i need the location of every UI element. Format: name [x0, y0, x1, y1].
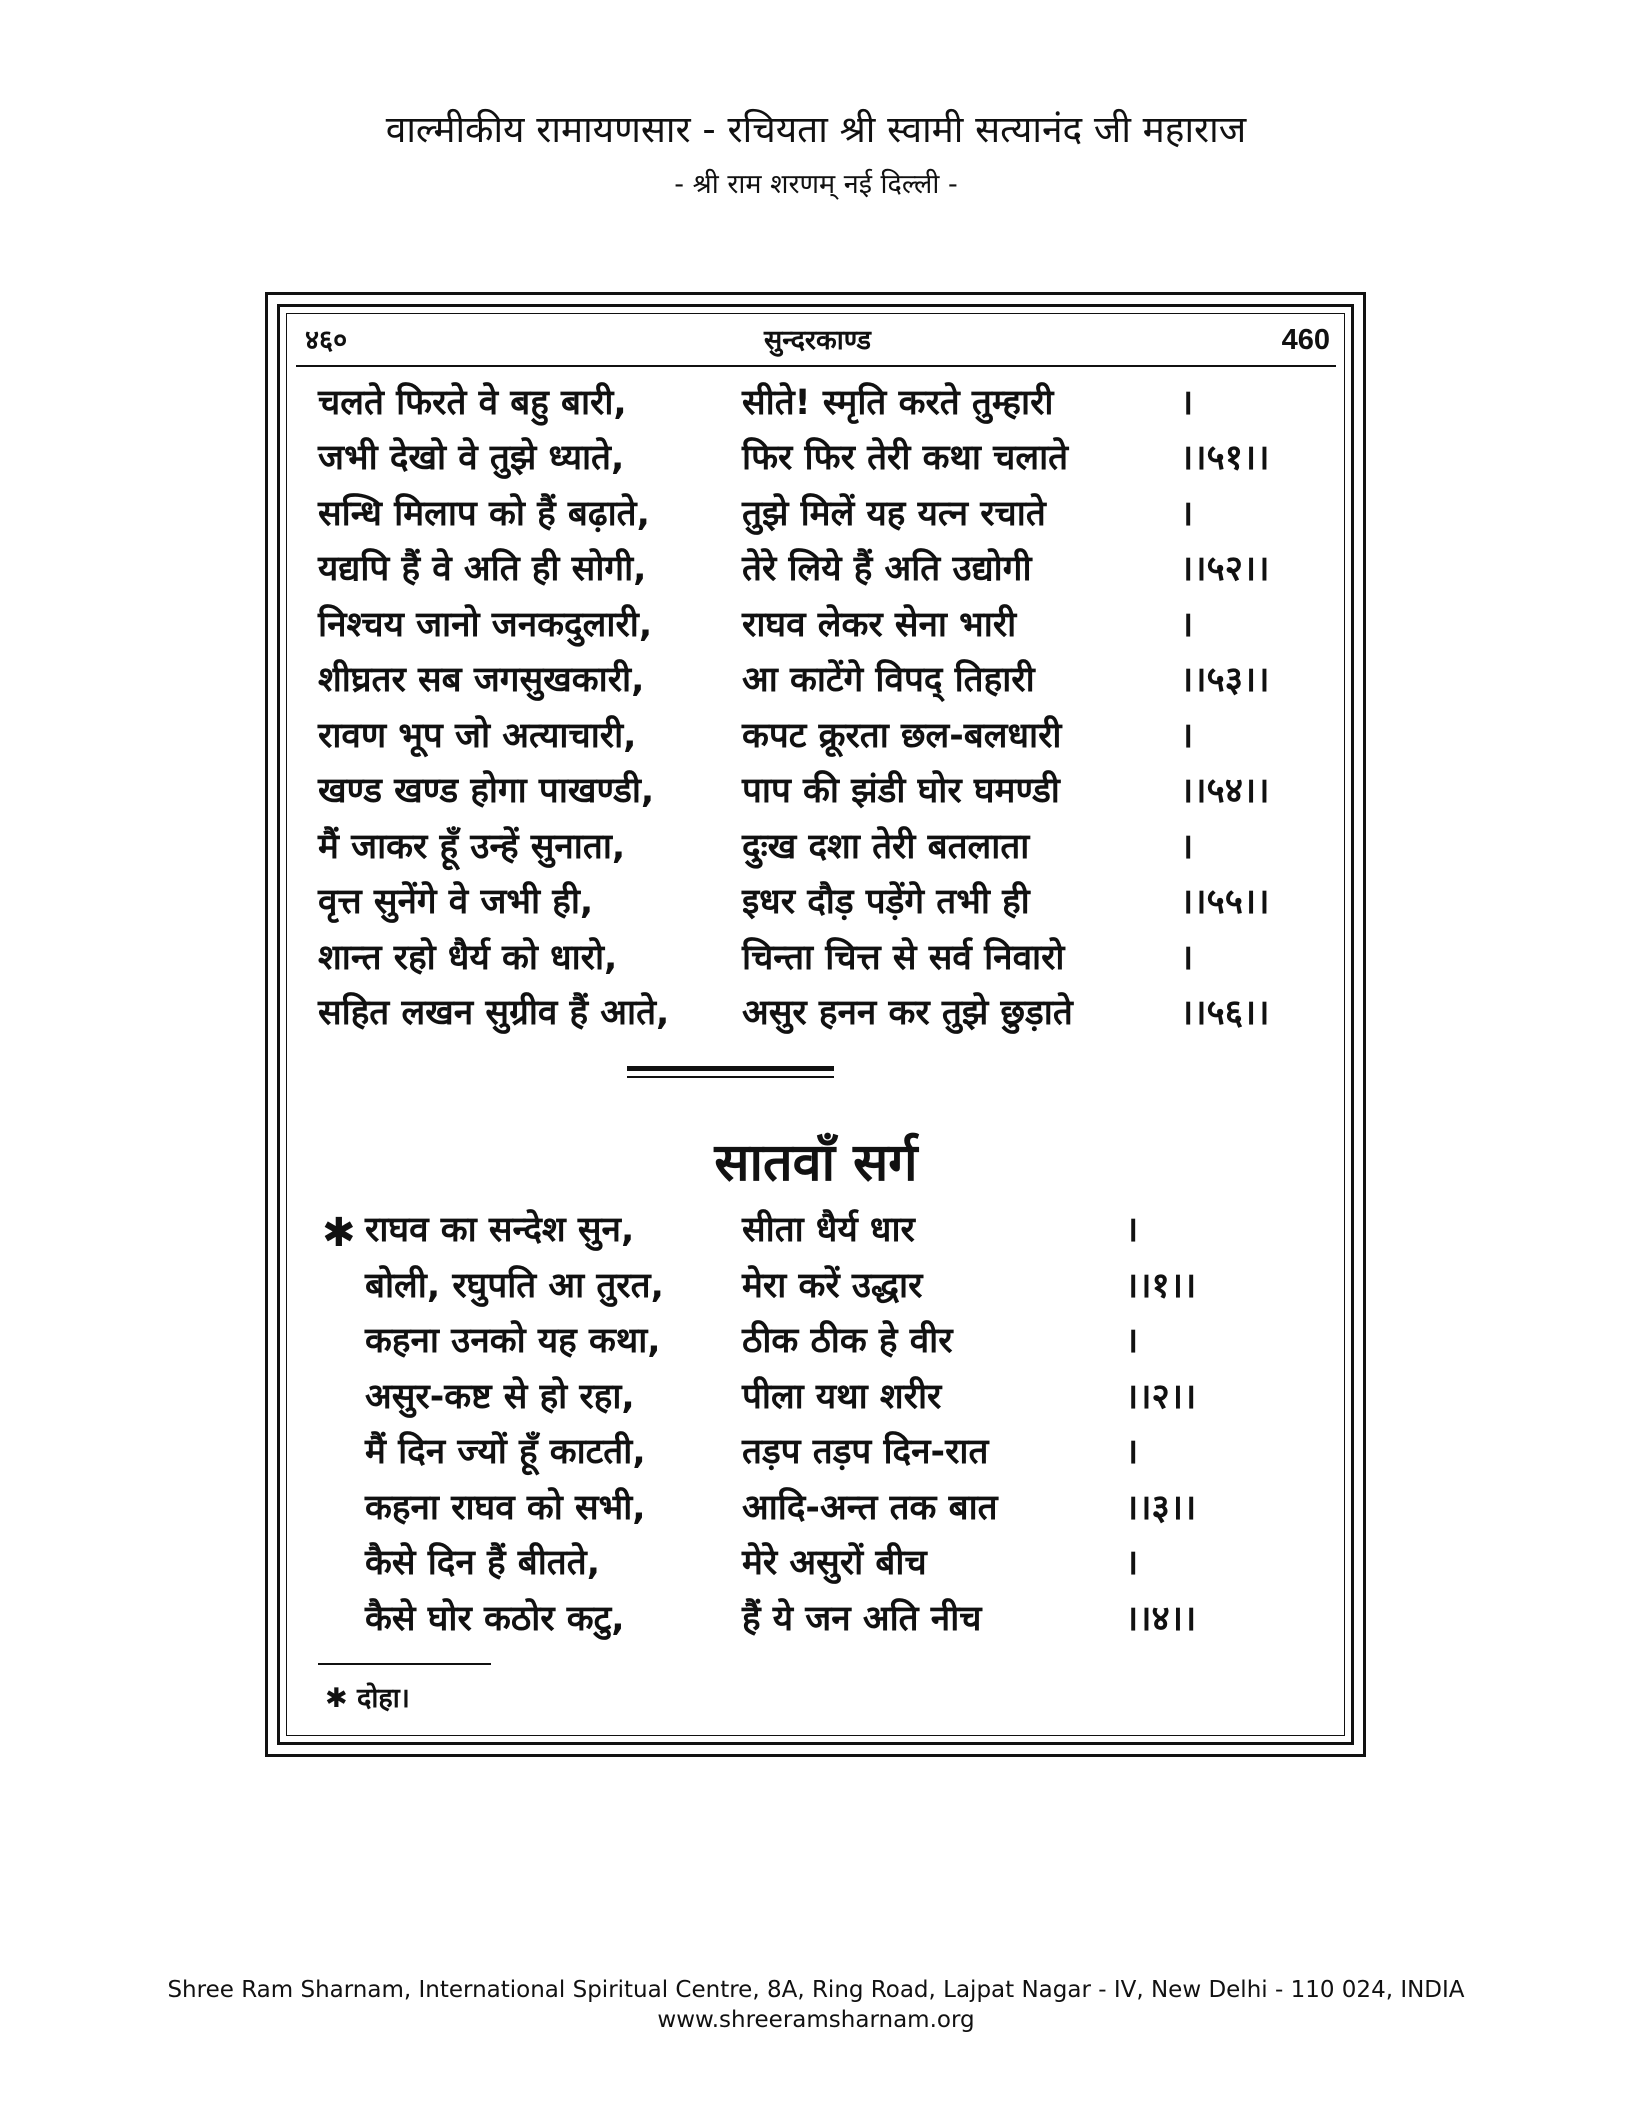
verse-line-a: यद्यपि हैं वे अति ही सोगी, [318, 549, 647, 589]
doha-line-a: कैसे घोर कठोर कटु, [365, 1599, 625, 1639]
footnote: ✱ दोहा। [325, 1683, 410, 1714]
verse-number: । [1180, 383, 1194, 423]
header-divider [296, 365, 1336, 367]
doha-number: ।।३।। [1125, 1488, 1197, 1528]
doha-line-b: सीता धैर्य धार [742, 1210, 915, 1250]
page-header [305, 320, 1330, 364]
doha-line-b: तड़प तड़प दिन-रात [742, 1432, 989, 1472]
verse-line-b: पाप की झंडी घोर घमण्डी [742, 771, 1060, 811]
verse-line-a: निश्चय जानो जनकदुलारी, [318, 605, 653, 645]
verse-number: । [1180, 827, 1194, 867]
verse-number: ।।५२।। [1180, 549, 1270, 589]
verse-line-b: कपट क्रूरता छल-बलधारी [742, 716, 1062, 756]
doha-line-a: कहना उनको यह कथा, [365, 1321, 661, 1361]
page-number-hindi: ४६० [305, 325, 348, 356]
doha-line-a: मैं दिन ज्यों हूँ काटती, [365, 1432, 646, 1472]
doha-number: । [1125, 1432, 1139, 1472]
document-title: वाल्मीकीय रामायणसार - रचियता श्री स्वामी सत्यानंद जी महाराज [385, 108, 1247, 151]
doha-marker-icon: ✱ [322, 1210, 356, 1256]
verse-line-b: तुझे मिलें यह यत्न रचाते [742, 494, 1046, 534]
verse-number: । [1180, 494, 1194, 534]
verse-number: ।।५६।। [1180, 993, 1270, 1033]
verse-number: । [1180, 605, 1194, 645]
verse-line-a: खण्ड खण्ड होगा पाखण्डी, [318, 771, 655, 811]
doha-line-a: असुर-कष्ट से हो रहा, [365, 1377, 635, 1417]
verse-line-a: शीघ्रतर सब जगसुखकारी, [318, 660, 645, 700]
verse-number: ।।५१।। [1180, 438, 1270, 478]
doha-line-a: राघव का सन्देश सुन, [365, 1210, 635, 1250]
sarg-heading: सातवाँ सर्ग [714, 1133, 918, 1193]
verse-line-b: चिन्ता चित्त से सर्व निवारो [742, 938, 1065, 978]
verse-line-a: सन्धि मिलाप को हैं बढ़ाते, [318, 494, 650, 534]
verse-line-b: राघव लेकर सेना भारी [742, 605, 1017, 645]
verse-number: । [1180, 716, 1194, 756]
doha-number: । [1125, 1210, 1139, 1250]
verse-number: ।।५३।। [1180, 660, 1270, 700]
doha-line-b: मेरे असुरों बीच [742, 1543, 927, 1583]
verse-line-b: फिर फिर तेरी कथा चलाते [742, 438, 1069, 478]
verse-line-b: सीते! स्मृति करते तुम्हारी [742, 383, 1054, 423]
doha-number: ।।२।। [1125, 1377, 1197, 1417]
verse-number: ।।५५।। [1180, 882, 1270, 922]
document-subtitle: - श्री राम शरणम् नई दिल्ली - [674, 169, 958, 200]
footnote-divider [318, 1663, 491, 1665]
doha-number: ।।४।। [1125, 1599, 1197, 1639]
verse-line-a: सहित लखन सुग्रीव हैं आते, [318, 993, 670, 1033]
doha-line-b: मेरा करें उद्धार [742, 1266, 923, 1306]
footer-address: Shree Ram Sharnam, International Spiritual Centre, 8A, Ring Road, Lajpat Nagar - IV, New Delhi - 110 024, INDIA [167, 1977, 1465, 2003]
verse-line-b: दुःख दशा तेरी बतलाता [742, 827, 1030, 867]
verse-number: । [1180, 938, 1194, 978]
doha-line-a: बोली, रघुपति आ तुरत, [365, 1266, 664, 1306]
doha-number: ।।१।। [1125, 1266, 1197, 1306]
verse-line-a: चलते फिरते वे बहु बारी, [318, 383, 627, 423]
doha-line-a: कैसे दिन हैं बीतते, [365, 1543, 601, 1583]
verse-line-a: जभी देखो वे तुझे ध्याते, [318, 438, 625, 478]
section-separator [627, 1066, 834, 1071]
doha-number: । [1125, 1321, 1139, 1361]
verse-line-a: वृत्त सुनेंगे वे जभी ही, [318, 882, 594, 922]
verse-line-b: इधर दौड़ पड़ेंगे तभी ही [742, 882, 1030, 922]
verse-line-b: तेरे लिये हैं अति उद्योगी [742, 549, 1032, 589]
verse-line-b: आ काटेंगे विपद् तिहारी [742, 660, 1035, 700]
doha-line-b: ठीक ठीक हे वीर [742, 1321, 953, 1361]
doha-number: । [1125, 1543, 1139, 1583]
verse-line-a: मैं जाकर हूँ उन्हें सुनाता, [318, 827, 626, 867]
section-title: सुन्दरकाण्ड [764, 325, 871, 356]
doha-line-a: कहना राघव को सभी, [365, 1488, 646, 1528]
doha-line-b: हैं ये जन अति नीच [742, 1599, 982, 1639]
verse-line-a: शान्त रहो धैर्य को धारो, [318, 938, 618, 978]
verse-line-a: रावण भूप जो अत्याचारी, [318, 716, 637, 756]
doha-line-b: पीला यथा शरीर [742, 1377, 942, 1417]
verse-number: ।।५४।। [1180, 771, 1270, 811]
footer-website-link[interactable]: www.shreeramsharnam.org [657, 2007, 975, 2033]
page-number: 460 [1281, 324, 1330, 356]
verse-line-b: असुर हनन कर तुझे छुड़ाते [742, 993, 1073, 1033]
section-separator-thin [627, 1076, 834, 1078]
doha-line-b: आदि-अन्त तक बात [742, 1488, 998, 1528]
